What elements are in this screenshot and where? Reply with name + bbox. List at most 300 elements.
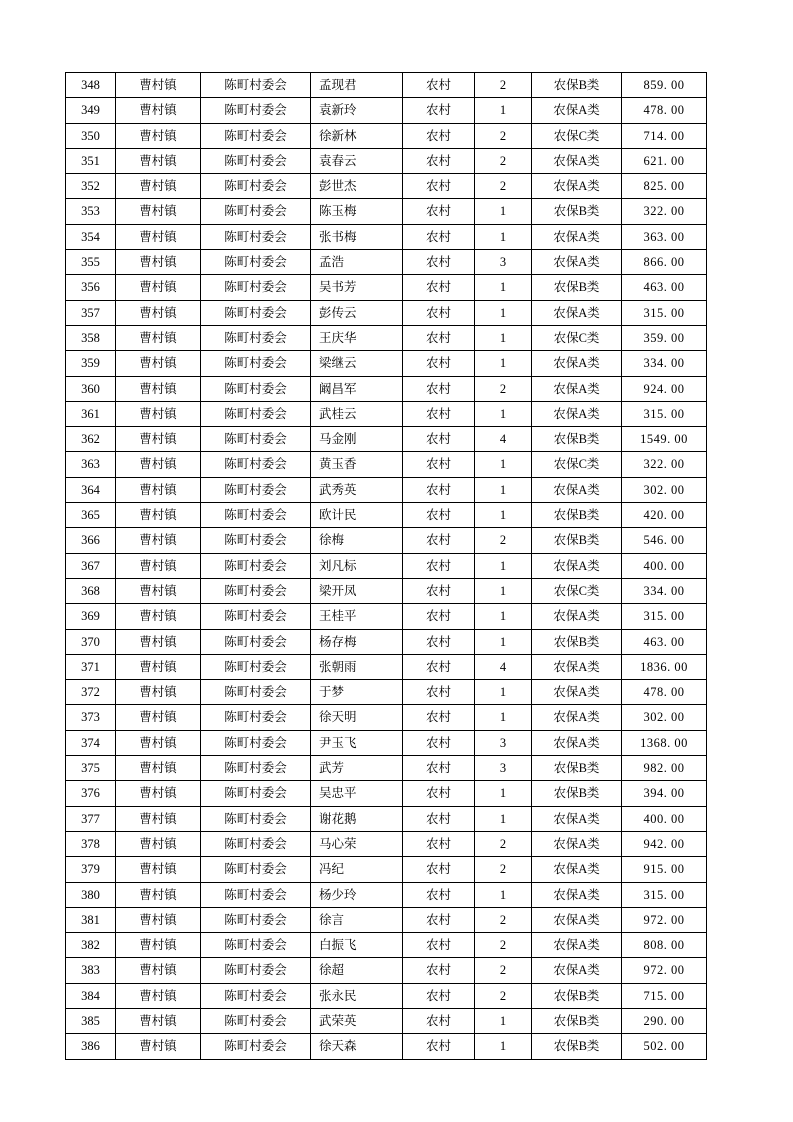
cell-amount: 866. 00: [622, 250, 707, 275]
cell-insurance-category: 农保A类: [532, 98, 622, 123]
cell-insurance-category: 农保A类: [532, 730, 622, 755]
cell-count: 2: [475, 73, 532, 98]
cell-name: 张书梅: [311, 224, 403, 249]
cell-area-type: 农村: [403, 857, 475, 882]
cell-count: 4: [475, 654, 532, 679]
table-row: [66, 781, 707, 806]
cell-seq: 378: [66, 831, 116, 856]
cell-area-type: 农村: [403, 933, 475, 958]
cell-area-type: 农村: [403, 983, 475, 1008]
cell-name: 马心荣: [311, 831, 403, 856]
cell-town: 曹村镇: [116, 123, 201, 148]
cell-insurance-category: 农保B类: [532, 756, 622, 781]
cell-amount: 394. 00: [622, 781, 707, 806]
cell-town: 曹村镇: [116, 199, 201, 224]
cell-village: 陈町村委会: [201, 73, 311, 98]
cell-amount: 1836. 00: [622, 654, 707, 679]
table-row: [66, 351, 707, 376]
cell-town: 曹村镇: [116, 376, 201, 401]
cell-count: 2: [475, 983, 532, 1008]
cell-insurance-category: 农保A类: [532, 882, 622, 907]
cell-seq: 351: [66, 148, 116, 173]
cell-area-type: 农村: [403, 224, 475, 249]
table-row: [66, 73, 707, 98]
cell-town: 曹村镇: [116, 174, 201, 199]
table-row: [66, 882, 707, 907]
cell-seq: 373: [66, 705, 116, 730]
cell-insurance-category: 农保A类: [532, 857, 622, 882]
cell-village: 陈町村委会: [201, 857, 311, 882]
cell-area-type: 农村: [403, 452, 475, 477]
cell-insurance-category: 农保B类: [532, 427, 622, 452]
cell-village: 陈町村委会: [201, 907, 311, 932]
cell-amount: 420. 00: [622, 503, 707, 528]
cell-amount: 359. 00: [622, 325, 707, 350]
cell-village: 陈町村委会: [201, 325, 311, 350]
cell-town: 曹村镇: [116, 730, 201, 755]
cell-name: 彭世杰: [311, 174, 403, 199]
cell-count: 2: [475, 907, 532, 932]
cell-seq: 386: [66, 1034, 116, 1059]
table-body: [66, 73, 707, 1060]
cell-town: 曹村镇: [116, 604, 201, 629]
cell-area-type: 农村: [403, 756, 475, 781]
cell-name: 欧计民: [311, 503, 403, 528]
cell-village: 陈町村委会: [201, 250, 311, 275]
cell-seq: 377: [66, 806, 116, 831]
cell-village: 陈町村委会: [201, 1034, 311, 1059]
cell-name: 徐梅: [311, 528, 403, 553]
cell-village: 陈町村委会: [201, 705, 311, 730]
cell-amount: 322. 00: [622, 199, 707, 224]
cell-seq: 359: [66, 351, 116, 376]
cell-amount: 290. 00: [622, 1008, 707, 1033]
cell-amount: 463. 00: [622, 629, 707, 654]
table-row: [66, 401, 707, 426]
cell-count: 1: [475, 325, 532, 350]
cell-seq: 379: [66, 857, 116, 882]
table-row: [66, 756, 707, 781]
cell-seq: 380: [66, 882, 116, 907]
cell-town: 曹村镇: [116, 983, 201, 1008]
cell-amount: 546. 00: [622, 528, 707, 553]
cell-seq: 375: [66, 756, 116, 781]
cell-amount: 1549. 00: [622, 427, 707, 452]
table-row: [66, 477, 707, 502]
cell-amount: 334. 00: [622, 578, 707, 603]
cell-count: 1: [475, 604, 532, 629]
cell-town: 曹村镇: [116, 1008, 201, 1033]
cell-seq: 355: [66, 250, 116, 275]
cell-insurance-category: 农保A类: [532, 174, 622, 199]
cell-town: 曹村镇: [116, 300, 201, 325]
cell-seq: 370: [66, 629, 116, 654]
cell-count: 2: [475, 831, 532, 856]
cell-name: 尹玉飞: [311, 730, 403, 755]
cell-count: 1: [475, 553, 532, 578]
cell-village: 陈町村委会: [201, 933, 311, 958]
cell-name: 张朝雨: [311, 654, 403, 679]
table-row: [66, 503, 707, 528]
cell-town: 曹村镇: [116, 882, 201, 907]
cell-area-type: 农村: [403, 882, 475, 907]
table-row: [66, 680, 707, 705]
cell-insurance-category: 农保A类: [532, 250, 622, 275]
cell-seq: 367: [66, 553, 116, 578]
cell-name: 吴书芳: [311, 275, 403, 300]
cell-town: 曹村镇: [116, 680, 201, 705]
table-row: [66, 831, 707, 856]
cell-name: 武秀英: [311, 477, 403, 502]
cell-amount: 478. 00: [622, 98, 707, 123]
cell-town: 曹村镇: [116, 73, 201, 98]
cell-name: 徐天明: [311, 705, 403, 730]
cell-area-type: 农村: [403, 806, 475, 831]
cell-name: 孟现君: [311, 73, 403, 98]
cell-town: 曹村镇: [116, 148, 201, 173]
cell-seq: 382: [66, 933, 116, 958]
cell-count: 3: [475, 250, 532, 275]
cell-amount: 315. 00: [622, 604, 707, 629]
cell-village: 陈町村委会: [201, 199, 311, 224]
cell-amount: 859. 00: [622, 73, 707, 98]
table-row: [66, 452, 707, 477]
cell-seq: 352: [66, 174, 116, 199]
cell-town: 曹村镇: [116, 351, 201, 376]
cell-village: 陈町村委会: [201, 958, 311, 983]
cell-town: 曹村镇: [116, 654, 201, 679]
table-row: [66, 376, 707, 401]
cell-town: 曹村镇: [116, 224, 201, 249]
cell-area-type: 农村: [403, 73, 475, 98]
cell-amount: 315. 00: [622, 300, 707, 325]
cell-town: 曹村镇: [116, 553, 201, 578]
table-row: [66, 604, 707, 629]
cell-name: 张永民: [311, 983, 403, 1008]
cell-name: 陈玉梅: [311, 199, 403, 224]
cell-town: 曹村镇: [116, 452, 201, 477]
table-row: [66, 300, 707, 325]
cell-area-type: 农村: [403, 503, 475, 528]
cell-count: 3: [475, 756, 532, 781]
cell-insurance-category: 农保A类: [532, 376, 622, 401]
cell-name: 梁继云: [311, 351, 403, 376]
cell-village: 陈町村委会: [201, 578, 311, 603]
cell-count: 1: [475, 806, 532, 831]
cell-village: 陈町村委会: [201, 401, 311, 426]
cell-area-type: 农村: [403, 781, 475, 806]
cell-amount: 714. 00: [622, 123, 707, 148]
cell-seq: 372: [66, 680, 116, 705]
cell-town: 曹村镇: [116, 958, 201, 983]
cell-seq: 368: [66, 578, 116, 603]
cell-town: 曹村镇: [116, 857, 201, 882]
cell-amount: 400. 00: [622, 806, 707, 831]
cell-amount: 502. 00: [622, 1034, 707, 1059]
cell-insurance-category: 农保A类: [532, 401, 622, 426]
cell-name: 于梦: [311, 680, 403, 705]
cell-count: 1: [475, 98, 532, 123]
cell-amount: 924. 00: [622, 376, 707, 401]
cell-seq: 362: [66, 427, 116, 452]
cell-village: 陈町村委会: [201, 477, 311, 502]
cell-count: 1: [475, 705, 532, 730]
cell-town: 曹村镇: [116, 98, 201, 123]
cell-count: 4: [475, 427, 532, 452]
cell-seq: 365: [66, 503, 116, 528]
cell-town: 曹村镇: [116, 578, 201, 603]
cell-town: 曹村镇: [116, 705, 201, 730]
cell-name: 阚昌军: [311, 376, 403, 401]
cell-insurance-category: 农保B类: [532, 1034, 622, 1059]
cell-seq: 384: [66, 983, 116, 1008]
cell-insurance-category: 农保B类: [532, 1008, 622, 1033]
cell-seq: 361: [66, 401, 116, 426]
cell-seq: 360: [66, 376, 116, 401]
cell-name: 谢花鹅: [311, 806, 403, 831]
cell-area-type: 农村: [403, 578, 475, 603]
cell-name: 黄玉香: [311, 452, 403, 477]
table-row: [66, 98, 707, 123]
cell-town: 曹村镇: [116, 1034, 201, 1059]
cell-area-type: 农村: [403, 325, 475, 350]
cell-insurance-category: 农保A类: [532, 477, 622, 502]
cell-area-type: 农村: [403, 351, 475, 376]
cell-area-type: 农村: [403, 1034, 475, 1059]
cell-name: 杨存梅: [311, 629, 403, 654]
table-row: [66, 730, 707, 755]
table-row: [66, 654, 707, 679]
cell-count: 1: [475, 629, 532, 654]
cell-town: 曹村镇: [116, 781, 201, 806]
cell-insurance-category: 农保B类: [532, 983, 622, 1008]
cell-village: 陈町村委会: [201, 427, 311, 452]
table-row: [66, 1008, 707, 1033]
table-row: [66, 250, 707, 275]
cell-seq: 348: [66, 73, 116, 98]
cell-insurance-category: 农保C类: [532, 123, 622, 148]
cell-name: 武桂云: [311, 401, 403, 426]
cell-count: 2: [475, 958, 532, 983]
cell-amount: 463. 00: [622, 275, 707, 300]
cell-village: 陈町村委会: [201, 604, 311, 629]
cell-seq: 349: [66, 98, 116, 123]
cell-area-type: 农村: [403, 275, 475, 300]
cell-count: 1: [475, 401, 532, 426]
cell-area-type: 农村: [403, 250, 475, 275]
cell-area-type: 农村: [403, 680, 475, 705]
cell-name: 马金刚: [311, 427, 403, 452]
table-row: [66, 553, 707, 578]
cell-village: 陈町村委会: [201, 1008, 311, 1033]
cell-amount: 302. 00: [622, 705, 707, 730]
cell-count: 1: [475, 477, 532, 502]
cell-area-type: 农村: [403, 528, 475, 553]
cell-count: 1: [475, 1034, 532, 1059]
cell-area-type: 农村: [403, 427, 475, 452]
cell-village: 陈町村委会: [201, 300, 311, 325]
cell-area-type: 农村: [403, 199, 475, 224]
cell-insurance-category: 农保A类: [532, 958, 622, 983]
cell-area-type: 农村: [403, 730, 475, 755]
cell-name: 王桂平: [311, 604, 403, 629]
cell-village: 陈町村委会: [201, 452, 311, 477]
cell-area-type: 农村: [403, 604, 475, 629]
benefits-table: [65, 72, 707, 1060]
cell-name: 孟浩: [311, 250, 403, 275]
cell-area-type: 农村: [403, 148, 475, 173]
cell-village: 陈町村委会: [201, 351, 311, 376]
cell-village: 陈町村委会: [201, 781, 311, 806]
cell-count: 1: [475, 578, 532, 603]
cell-count: 1: [475, 1008, 532, 1033]
cell-town: 曹村镇: [116, 401, 201, 426]
cell-seq: 350: [66, 123, 116, 148]
cell-area-type: 农村: [403, 376, 475, 401]
cell-area-type: 农村: [403, 174, 475, 199]
cell-seq: 383: [66, 958, 116, 983]
cell-amount: 1368. 00: [622, 730, 707, 755]
cell-town: 曹村镇: [116, 907, 201, 932]
cell-town: 曹村镇: [116, 503, 201, 528]
cell-town: 曹村镇: [116, 629, 201, 654]
cell-village: 陈町村委会: [201, 629, 311, 654]
table-row: [66, 958, 707, 983]
cell-village: 陈町村委会: [201, 680, 311, 705]
cell-town: 曹村镇: [116, 325, 201, 350]
table-row: [66, 806, 707, 831]
table-row: [66, 275, 707, 300]
cell-seq: 374: [66, 730, 116, 755]
cell-area-type: 农村: [403, 705, 475, 730]
cell-name: 彭传云: [311, 300, 403, 325]
cell-amount: 334. 00: [622, 351, 707, 376]
cell-name: 冯纪: [311, 857, 403, 882]
cell-village: 陈町村委会: [201, 730, 311, 755]
cell-insurance-category: 农保B类: [532, 781, 622, 806]
table-row: [66, 427, 707, 452]
cell-area-type: 农村: [403, 123, 475, 148]
cell-insurance-category: 农保C类: [532, 578, 622, 603]
cell-name: 徐天森: [311, 1034, 403, 1059]
cell-name: 武荣英: [311, 1008, 403, 1033]
cell-town: 曹村镇: [116, 756, 201, 781]
cell-count: 1: [475, 351, 532, 376]
table-row: [66, 578, 707, 603]
cell-amount: 915. 00: [622, 857, 707, 882]
cell-amount: 478. 00: [622, 680, 707, 705]
cell-seq: 356: [66, 275, 116, 300]
cell-area-type: 农村: [403, 654, 475, 679]
cell-amount: 808. 00: [622, 933, 707, 958]
cell-village: 陈町村委会: [201, 983, 311, 1008]
cell-seq: 376: [66, 781, 116, 806]
cell-name: 徐超: [311, 958, 403, 983]
cell-insurance-category: 农保A类: [532, 553, 622, 578]
cell-insurance-category: 农保A类: [532, 933, 622, 958]
cell-seq: 366: [66, 528, 116, 553]
cell-name: 梁开凤: [311, 578, 403, 603]
cell-town: 曹村镇: [116, 250, 201, 275]
table-row: [66, 629, 707, 654]
cell-insurance-category: 农保B类: [532, 629, 622, 654]
cell-insurance-category: 农保B类: [532, 275, 622, 300]
cell-village: 陈町村委会: [201, 98, 311, 123]
cell-insurance-category: 农保A类: [532, 351, 622, 376]
cell-village: 陈町村委会: [201, 174, 311, 199]
cell-seq: 353: [66, 199, 116, 224]
cell-seq: 364: [66, 477, 116, 502]
cell-amount: 825. 00: [622, 174, 707, 199]
cell-amount: 400. 00: [622, 553, 707, 578]
cell-town: 曹村镇: [116, 275, 201, 300]
cell-seq: 369: [66, 604, 116, 629]
cell-name: 徐言: [311, 907, 403, 932]
table-row: [66, 857, 707, 882]
cell-insurance-category: 农保A类: [532, 806, 622, 831]
cell-amount: 982. 00: [622, 756, 707, 781]
cell-seq: 363: [66, 452, 116, 477]
cell-name: 杨少玲: [311, 882, 403, 907]
cell-area-type: 农村: [403, 629, 475, 654]
cell-area-type: 农村: [403, 907, 475, 932]
cell-insurance-category: 农保B类: [532, 199, 622, 224]
cell-name: 吴忠平: [311, 781, 403, 806]
cell-count: 2: [475, 528, 532, 553]
cell-town: 曹村镇: [116, 427, 201, 452]
cell-name: 刘凡标: [311, 553, 403, 578]
cell-area-type: 农村: [403, 477, 475, 502]
cell-count: 2: [475, 857, 532, 882]
cell-amount: 322. 00: [622, 452, 707, 477]
cell-area-type: 农村: [403, 300, 475, 325]
cell-town: 曹村镇: [116, 806, 201, 831]
table-row: [66, 199, 707, 224]
cell-count: 2: [475, 148, 532, 173]
cell-village: 陈町村委会: [201, 148, 311, 173]
cell-seq: 385: [66, 1008, 116, 1033]
table-row: [66, 174, 707, 199]
cell-count: 3: [475, 730, 532, 755]
cell-area-type: 农村: [403, 553, 475, 578]
cell-count: 1: [475, 300, 532, 325]
cell-village: 陈町村委会: [201, 503, 311, 528]
cell-seq: 381: [66, 907, 116, 932]
cell-insurance-category: 农保A类: [532, 148, 622, 173]
cell-village: 陈町村委会: [201, 882, 311, 907]
cell-area-type: 农村: [403, 401, 475, 426]
cell-amount: 942. 00: [622, 831, 707, 856]
cell-insurance-category: 农保A类: [532, 224, 622, 249]
cell-village: 陈町村委会: [201, 528, 311, 553]
cell-insurance-category: 农保C类: [532, 452, 622, 477]
cell-insurance-category: 农保A类: [532, 300, 622, 325]
cell-seq: 357: [66, 300, 116, 325]
cell-amount: 715. 00: [622, 983, 707, 1008]
cell-insurance-category: 农保B类: [532, 528, 622, 553]
cell-area-type: 农村: [403, 98, 475, 123]
cell-insurance-category: 农保A类: [532, 831, 622, 856]
cell-insurance-category: 农保A类: [532, 654, 622, 679]
cell-amount: 315. 00: [622, 882, 707, 907]
cell-count: 1: [475, 275, 532, 300]
cell-count: 2: [475, 933, 532, 958]
cell-village: 陈町村委会: [201, 831, 311, 856]
cell-name: 徐新林: [311, 123, 403, 148]
table-row: [66, 1034, 707, 1059]
cell-village: 陈町村委会: [201, 376, 311, 401]
cell-seq: 358: [66, 325, 116, 350]
